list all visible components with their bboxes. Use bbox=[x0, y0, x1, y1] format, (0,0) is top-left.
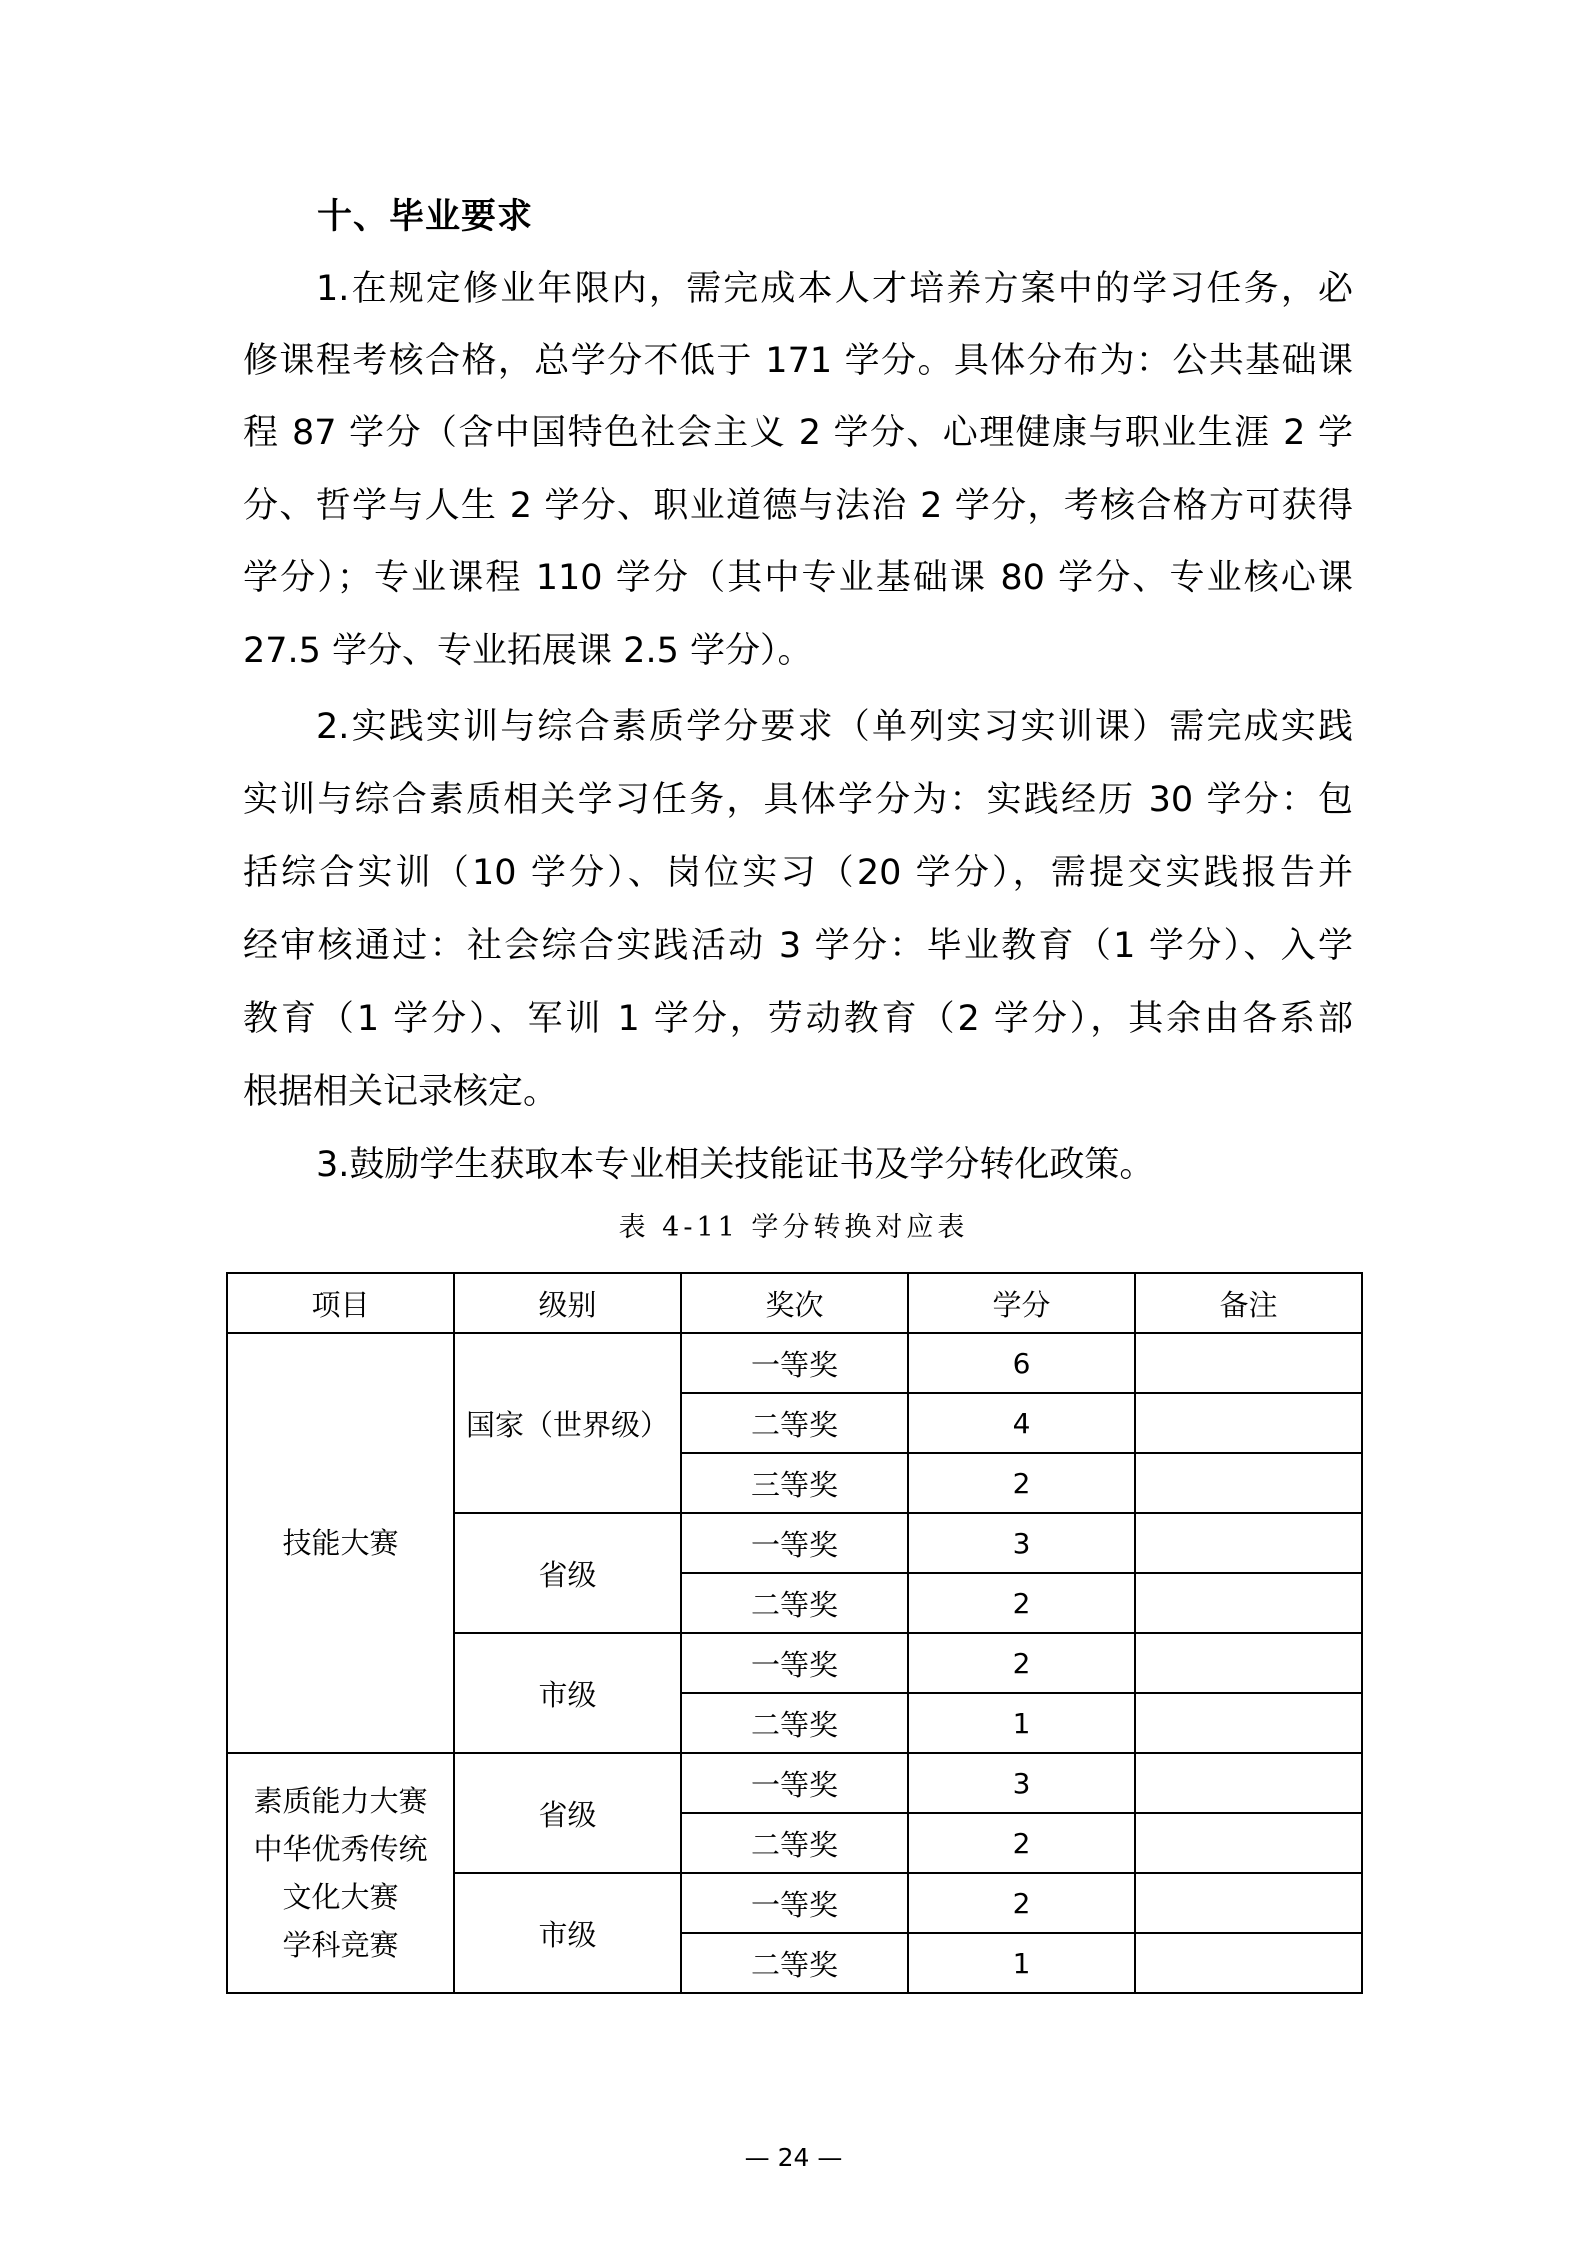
level-cell: 市级 bbox=[454, 1873, 681, 1993]
paragraph-line: 27.5 学分、专业拓展课 2.5 学分）。 bbox=[243, 631, 813, 671]
section-heading: 十、毕业要求 bbox=[317, 197, 534, 237]
note-cell bbox=[1135, 1333, 1362, 1393]
paragraph-line: 根据相关记录核定。 bbox=[243, 1072, 559, 1112]
column-header-note: 备注 bbox=[1135, 1273, 1362, 1333]
credit-cell: 2 bbox=[908, 1813, 1135, 1873]
paragraph-line: 学分）；专业课程 110 学分（其中专业基础课 80 学分、专业核心课 bbox=[243, 558, 1353, 598]
award-cell: 一等奖 bbox=[681, 1633, 908, 1693]
level-cell: 省级 bbox=[454, 1753, 681, 1873]
award-cell: 一等奖 bbox=[681, 1333, 908, 1393]
project-cell bbox=[227, 1753, 454, 1993]
note-cell bbox=[1135, 1393, 1362, 1453]
credit-cell: 4 bbox=[908, 1393, 1135, 1453]
credit-cell: 3 bbox=[908, 1753, 1135, 1813]
credit-cell: 2 bbox=[908, 1633, 1135, 1693]
paragraph-line: 实训与综合素质相关学习任务，具体学分为：实践经历 30 学分：包 bbox=[243, 780, 1353, 820]
level-cell: 省级 bbox=[454, 1513, 681, 1633]
credit-cell: 2 bbox=[908, 1453, 1135, 1513]
level-cell: 市级 bbox=[454, 1633, 681, 1753]
project-cell bbox=[227, 1333, 454, 1753]
table-row bbox=[227, 1753, 1362, 1813]
credit-cell: 2 bbox=[908, 1573, 1135, 1633]
paragraph-line: 括综合实训（10 学分）、岗位实习（20 学分），需提交实践报告并 bbox=[243, 853, 1353, 893]
credit-cell: 3 bbox=[908, 1513, 1135, 1573]
note-cell bbox=[1135, 1633, 1362, 1693]
project-line: 素质能力大赛 bbox=[253, 1784, 428, 1818]
project-line: 文化大赛 bbox=[282, 1880, 399, 1914]
award-cell: 二等奖 bbox=[681, 1573, 908, 1633]
project-line: 学科竞赛 bbox=[282, 1928, 399, 1962]
note-cell bbox=[1135, 1573, 1362, 1633]
level-cell: 国家（世界级） bbox=[454, 1333, 681, 1513]
note-cell bbox=[1135, 1513, 1362, 1573]
award-cell: 一等奖 bbox=[681, 1753, 908, 1813]
paragraph-line: 1.在规定修业年限内，需完成本人才培养方案中的学习任务，必 bbox=[316, 269, 1353, 309]
table-row bbox=[227, 1333, 1362, 1393]
award-cell: 二等奖 bbox=[681, 1393, 908, 1453]
paragraph-line: 分、哲学与人生 2 学分、职业道德与法治 2 学分，考核合格方可获得 bbox=[243, 486, 1353, 526]
award-cell: 二等奖 bbox=[681, 1693, 908, 1753]
page-number: — 24 — bbox=[744, 2143, 843, 2172]
paragraph-line: 经审核通过：社会综合实践活动 3 学分：毕业教育（1 学分）、入学 bbox=[243, 926, 1353, 966]
column-header-credit: 学分 bbox=[908, 1273, 1135, 1333]
table-header-row bbox=[227, 1273, 1362, 1333]
credit-cell: 1 bbox=[908, 1693, 1135, 1753]
note-cell bbox=[1135, 1933, 1362, 1993]
column-header-award: 奖次 bbox=[681, 1273, 908, 1333]
award-cell: 一等奖 bbox=[681, 1513, 908, 1573]
column-header-project: 项目 bbox=[227, 1273, 454, 1333]
credit-cell: 1 bbox=[908, 1933, 1135, 1993]
award-cell: 三等奖 bbox=[681, 1453, 908, 1513]
credit-cell: 6 bbox=[908, 1333, 1135, 1393]
paragraph-line: 修课程考核合格，总学分不低于 171 学分。具体分布为：公共基础课 bbox=[243, 341, 1353, 381]
table-caption: 表 4-11 学分转换对应表 bbox=[618, 1212, 969, 1243]
project-line: 中华优秀传统 bbox=[253, 1832, 428, 1866]
note-cell bbox=[1135, 1873, 1362, 1933]
note-cell bbox=[1135, 1753, 1362, 1813]
credit-conversion-table bbox=[226, 1272, 1363, 1994]
paragraph-line: 3.鼓励学生获取本专业相关技能证书及学分转化政策。 bbox=[316, 1145, 1155, 1185]
note-cell bbox=[1135, 1693, 1362, 1753]
column-header-level: 级别 bbox=[454, 1273, 681, 1333]
note-cell bbox=[1135, 1813, 1362, 1873]
note-cell bbox=[1135, 1453, 1362, 1513]
paragraph-line: 教育（1 学分）、军训 1 学分，劳动教育（2 学分），其余由各系部 bbox=[243, 999, 1353, 1039]
paragraph-line: 程 87 学分（含中国特色社会主义 2 学分、心理健康与职业生涯 2 学 bbox=[243, 413, 1353, 453]
paragraph-line: 2.实践实训与综合素质学分要求（单列实习实训课）需完成实践 bbox=[316, 707, 1353, 747]
award-cell: 二等奖 bbox=[681, 1813, 908, 1873]
award-cell: 二等奖 bbox=[681, 1933, 908, 1993]
credit-cell: 2 bbox=[908, 1873, 1135, 1933]
award-cell: 一等奖 bbox=[681, 1873, 908, 1933]
project-line: 技能大赛 bbox=[282, 1526, 399, 1560]
